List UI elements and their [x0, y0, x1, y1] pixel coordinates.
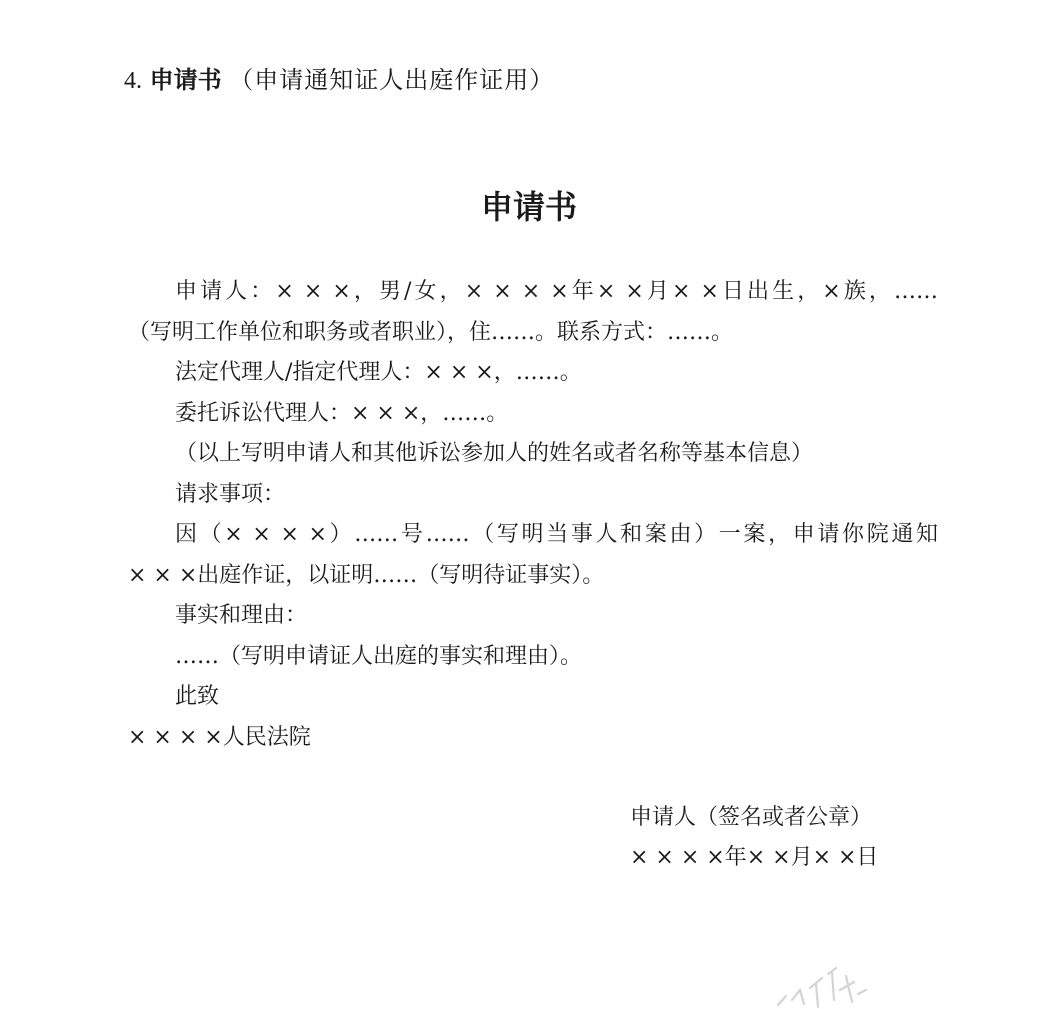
paragraph-agent: 委托诉讼代理人：× × ×，……。 — [175, 400, 509, 426]
faint-watermark-mark — [770, 960, 880, 1009]
document-title: 申请书 — [480, 188, 577, 226]
section-subtitle: （申请通知证人出庭作证用） — [229, 66, 555, 94]
paragraph-note: （以上写明申请人和其他诉讼参加人的姓名或者名称等基本信息） — [175, 441, 814, 466]
section-number: 4. — [124, 68, 142, 94]
signature-signer: 申请人（签名或者公章） — [630, 805, 873, 830]
paragraph-legal-representative: 法定代理人/指定代理人：× × ×，……。 — [175, 360, 582, 385]
signature-date: × × × ×年× ×月× ×日 — [630, 845, 879, 870]
paragraph-requests-cont: × × ×出庭作证，以证明……（写明待证事实）。 — [128, 562, 605, 588]
paragraph-requests-heading: 请求事项： — [175, 481, 286, 507]
paragraph-requests: 因（× × × ×）……号……（写明当事人和案由）一案，申请你院通知 — [175, 522, 938, 547]
section-title: 申请书 — [149, 66, 222, 94]
paragraph-court: × × × ×人民法院 — [128, 724, 311, 750]
paragraph-facts-heading: 事实和理由： — [175, 603, 308, 628]
paragraph-salutation: 此致 — [175, 684, 220, 709]
paragraph-facts: ……（写明申请证人出庭的事实和理由）。 — [175, 643, 583, 669]
paragraph-applicant: 申请人：× × ×，男/女，× × × ×年× ×月× ×日出生，×族，…… — [175, 279, 938, 304]
section-heading — [124, 62, 554, 99]
signature-block — [630, 798, 878, 878]
document-body — [128, 272, 938, 758]
paragraph-applicant-cont: （写明工作单位和职务或者职业），住……。联系方式：……。 — [128, 319, 734, 345]
